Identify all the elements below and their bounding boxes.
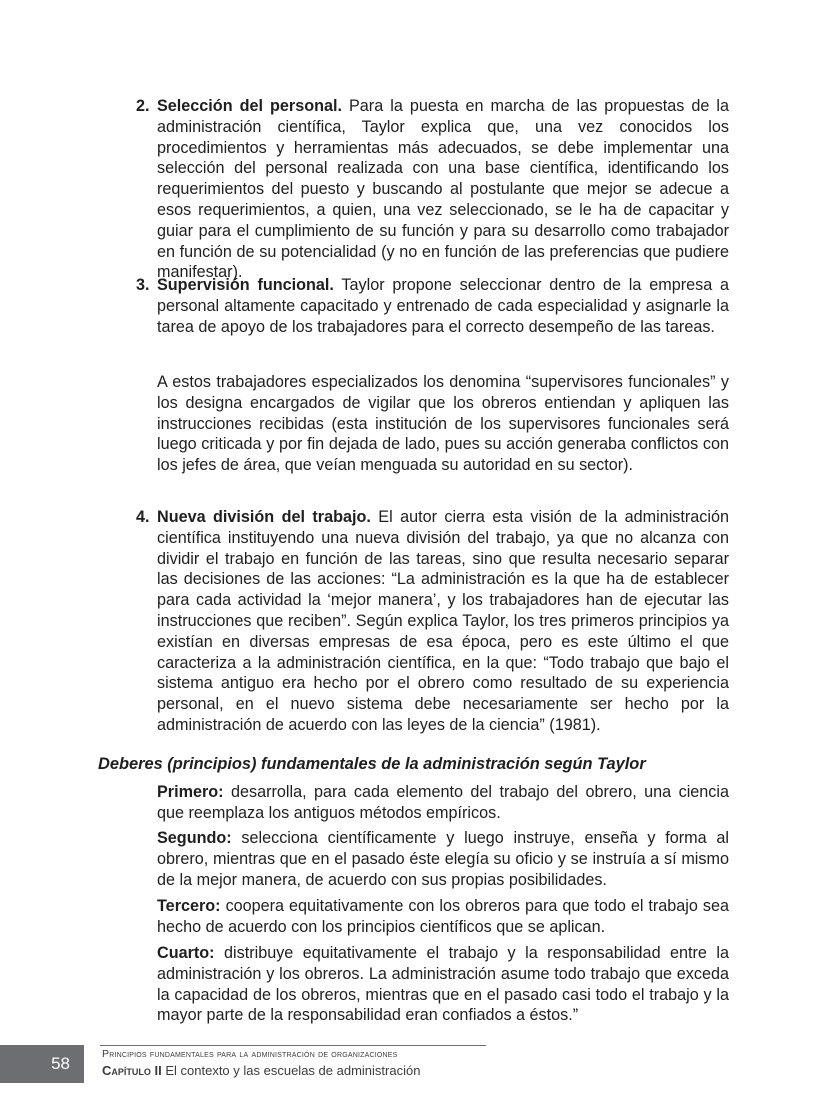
item-number: 2.	[136, 97, 150, 115]
principle-segundo	[157, 828, 729, 890]
principle-label: Primero:	[157, 783, 224, 801]
footer-chapter-label: Capítulo II	[102, 1063, 162, 1078]
item-text: Para la puesta en marcha de las propuestas de la administración científica, Taylor explica que, una vez conocidos los procedimientos y herramientas más adecuados, se debe implementar una selección del personal realizada con una base científica, identificando los requerimientos del puesto y buscando al postulante que mejor se adecue a esos requerimientos, a quien, una vez seleccionado, se le ha de capacitar y guiar para el cumplimiento de su función y para su desarrollo como trabajador en función de su potencialidad (y no en función de las preferencias que pudiere manifestar).	[157, 97, 729, 282]
principle-text: distribuye equitativamente el trabajo y la responsabilidad entre la administración y los obreros. La administración asume todo trabajo que exceda la capacidad de los obreros, mientras que en el pasado casi todo el trabajo y la mayor parte de la responsabilidad eran confiados a éstos.”	[157, 944, 729, 1025]
principle-text: coopera equitativamente con los obreros para que todo el trabajo sea hecho de acuerdo con los principios científicos que se aplican.	[157, 897, 729, 936]
list-item-supervision	[136, 275, 730, 337]
principle-cuarto	[157, 943, 729, 1026]
section-heading: Deberes (principios) fundamentales de la administración según Taylor	[98, 755, 646, 773]
item-text: El autor cierra esta visión de la administración científica instituyendo una nueva división del trabajo, ya que no alcanza con dividir el trabajo en función de las tareas, sino que resulta necesario separar las decisiones de las acciones: “La administración es la que ha de establecer para cada actividad la ‘mejor manera’, y los trabajadores han de ejecutar las instrucciones que reciben”. Según explica Taylor, los tres primeros principios ya existían en diversas empresas de esa época, pero es este último el que caracteriza a la administración científica, en la que: “Todo trabajo que bajo el sistema antiguo era hecho por el obrero como resultado de su experiencia personal, en el nuevo sistema debe necesariamente ser hecho por la administración de acuerdo con las leyes de la ciencia” (1981).	[157, 508, 729, 734]
footer-book-title: Principios fundamentales para la administración de organizaciones	[102, 1048, 398, 1060]
item-title: Selección del personal.	[157, 97, 342, 115]
principle-text: desarrolla, para cada elemento del trabajo del obrero, una ciencia que reemplaza los antiguos métodos empíricos.	[157, 783, 729, 822]
page-number: 58	[51, 1054, 70, 1073]
item-title: Supervisión funcional.	[157, 276, 334, 294]
principle-label: Segundo:	[157, 829, 232, 847]
item-text: Taylor propone seleccionar dentro de la empresa a personal altamente capacitado y entrenado de cada especialidad y asignarle la tarea de apoyo de los trabajadores para el correcto desempeño de las tareas.	[157, 276, 730, 336]
principle-primero	[157, 782, 729, 824]
footer-chapter	[102, 1063, 420, 1078]
principle-label: Cuarto:	[157, 944, 215, 962]
principle-tercero	[157, 896, 729, 938]
supervision-extra-paragraph: A estos trabajadores especializados los denomina “supervisores funcionales” y los designa encargados de vigilar que los obreros entiendan y apliquen las instrucciones recibidas (esta institución de los supervisores funcionales será luego criticada y por fin dejada de lado, pues su acción generaba conflictos con los jefes de área, que veían menguada su autoridad en su sector).	[157, 373, 729, 475]
item-number: 4.	[136, 508, 150, 526]
footer-chapter-title: El contexto y las escuelas de administración	[161, 1063, 421, 1078]
item-number: 3.	[136, 276, 150, 294]
principle-label: Tercero:	[157, 897, 221, 915]
list-item-seleccion	[136, 96, 729, 283]
footer-divider	[100, 1045, 486, 1046]
principle-text: selecciona científicamente y luego instruye, enseña y forma al obrero, mientras que en el pasado éste elegía su oficio y se instruía a sí mismo de la mejor manera, de acuerdo con sus propias posibilidades.	[157, 829, 729, 889]
list-item-division	[136, 507, 729, 736]
item-title: Nueva división del trabajo.	[157, 508, 371, 526]
